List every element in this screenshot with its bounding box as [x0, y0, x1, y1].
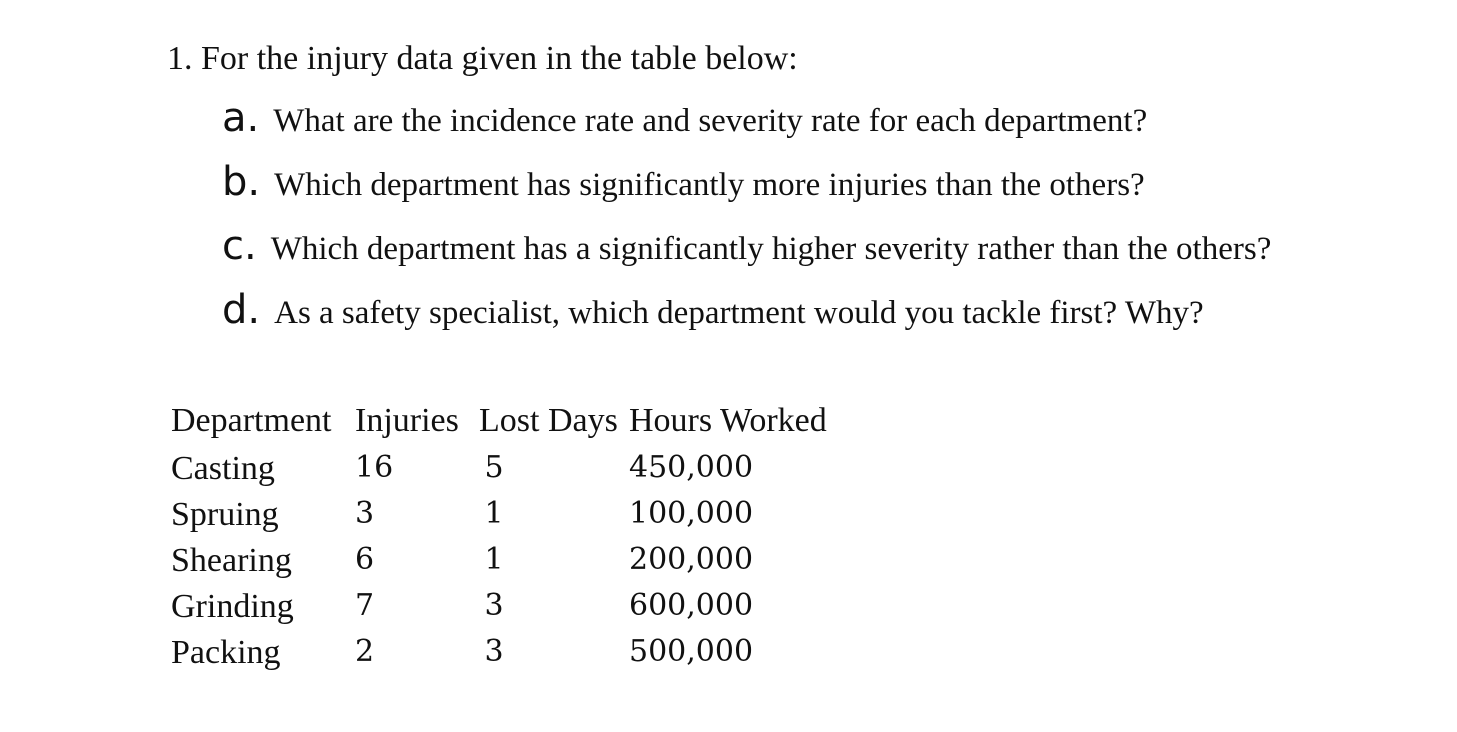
header-hours-worked: Hours Worked: [629, 402, 827, 439]
cell-lost-days-value: 1: [484, 496, 504, 531]
subquestion-d: [222, 287, 1204, 333]
subquestion-text: Which department has significantly more injuries than the others?: [274, 167, 1145, 203]
table-row: [167, 634, 869, 680]
subquestion-text: Which department has a significantly higher severity rather than the others?: [270, 231, 1272, 267]
cell-department: Shearing: [171, 542, 292, 579]
cell-hours-worked: 450,000: [629, 450, 754, 485]
cell-department: Packing: [171, 634, 281, 671]
cell-hours-worked: 100,000: [629, 496, 754, 531]
table-row: [167, 496, 869, 542]
subquestion-c: [222, 223, 1272, 269]
header-injuries: Injuries: [355, 402, 459, 439]
subquestion-marker: b.: [222, 159, 261, 205]
cell-lost-days: [479, 542, 629, 588]
table-row: [167, 542, 869, 588]
cell-injuries: 16: [355, 450, 394, 485]
cell-injuries: 6: [355, 542, 375, 577]
cell-injuries: 7: [355, 588, 375, 623]
table-header-row: [167, 402, 869, 450]
table-row: [167, 450, 869, 496]
subquestion-text: What are the incidence rate and severity rate for each department?: [273, 103, 1148, 139]
cell-lost-days: [479, 634, 629, 680]
cell-lost-days-value: 3: [484, 634, 504, 669]
header-department: Department: [171, 402, 332, 439]
subquestion-marker: c.: [222, 223, 257, 269]
cell-lost-days: [479, 588, 629, 634]
header-lost-days: Lost Days: [479, 402, 618, 439]
cell-hours-worked: 200,000: [629, 542, 754, 577]
cell-injuries: 3: [355, 496, 375, 531]
cell-hours-worked: 600,000: [629, 588, 754, 623]
injury-data-table: [167, 402, 869, 680]
cell-department: Spruing: [171, 496, 279, 533]
cell-injuries: 2: [355, 634, 375, 669]
table-row: [167, 588, 869, 634]
question-main: 1. For the injury data given in the table below:: [167, 40, 798, 77]
subquestion-marker: a.: [222, 95, 260, 141]
subquestion-text: As a safety specialist, which department would you tackle first? Why?: [274, 295, 1204, 331]
cell-lost-days-value: 5: [484, 450, 504, 485]
cell-lost-days-value: 1: [484, 542, 504, 577]
subquestion-marker: d.: [222, 287, 261, 333]
cell-lost-days: [479, 496, 629, 542]
cell-department: Casting: [171, 450, 275, 487]
subquestion-b: [222, 159, 1145, 205]
cell-lost-days: [479, 450, 629, 496]
cell-department: Grinding: [171, 588, 294, 625]
subquestion-a: [222, 95, 1148, 141]
cell-hours-worked: 500,000: [629, 634, 754, 669]
cell-lost-days-value: 3: [484, 588, 504, 623]
